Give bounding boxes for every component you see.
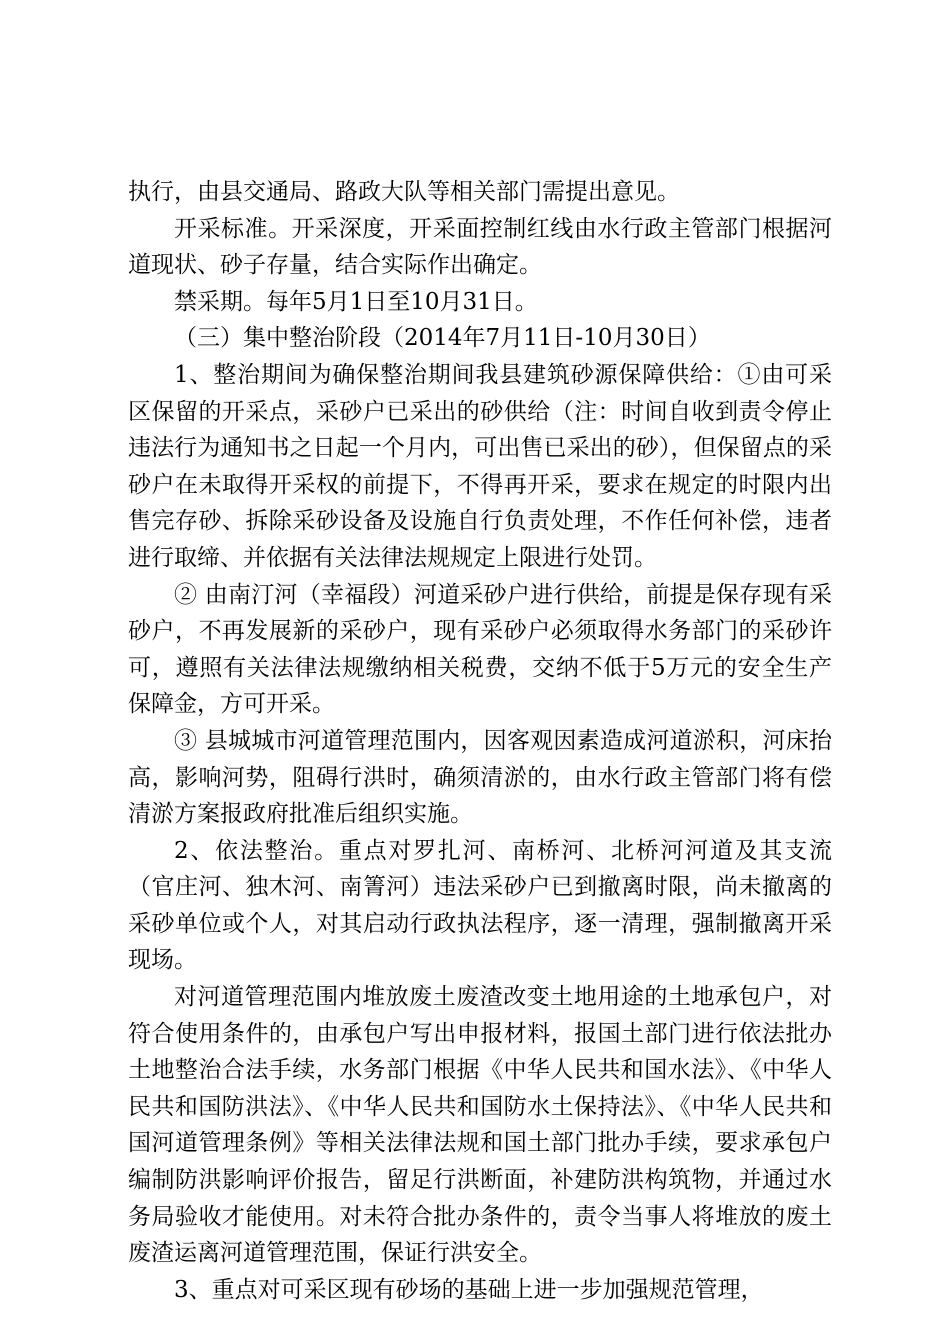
paragraph-item-1-sub-3: ③ 县城城市河道管理范围内，因客观因素造成河道淤积，河床抬高，影响河势，阻碍行洪时，确须清淤的，由水行政主管部门将有偿清淤方案报政府批准后组织实施。	[128, 727, 832, 828]
paragraph-continuation: 执行，由县交通局、路政大队等相关部门需提出意见。	[128, 179, 680, 205]
paragraph-closed-season: 禁采期。每年5月1日至10月31日。	[174, 288, 538, 315]
paragraph-item-3: 3、重点对可采区现有砂场的基础上进一步加强规范管理，	[174, 1276, 764, 1303]
paragraph-land-contract: 对河道管理范围内堆放废土废渣改变土地用途的土地承包户，对符合使用条件的，由承包户写出申报材料，报国土部门进行依法批办土地整治合法手续，水务部门根据《中华人民共和国水法》、《中华人民共和国防洪法》、《中华人民共和国防水土保持法》、《中华人民共和国河道管理条例》等相关法律法规和国土部门批办手续，要求承包户编制防洪影响评价报告，留足行洪断面，补建防洪构筑物，并通过水务局验收才能使用。对未符合批办条件的，责令当事人将堆放的废土废渣运离河道管理范围，保证行洪安全。	[128, 984, 832, 1267]
section-heading-phase-three: （三）集中整治阶段（2014年7月11日-10月30日）	[174, 325, 711, 352]
paragraph-mining-standard: 开采标准。开采深度，开采面控制红线由水行政主管部门根据河道现状、砂子存量，结合实际作出确定。	[128, 215, 832, 279]
paragraph-item-1-sub-2: ② 由南汀河（幸福段）河道采砂户进行供给，前提是保存现有采砂户，不再发展新的采砂户，现有采砂户必须取得水务部门的采砂许可，遵照有关法律法规缴纳相关税费，交纳不低于5万元的安全生产保障金，方可开采。	[128, 581, 832, 718]
document-body	[128, 174, 832, 1308]
paragraph-item-2: 2、依法整治。重点对罗扎河、南桥河、北桥河河道及其支流（官庄河、独木河、南箐河）违法采砂户已到撤离时限，尚未撤离的采砂单位或个人，对其启动行政执法程序，逐一清理，强制撤离开采现场。	[128, 837, 832, 974]
paragraph-item-1: 1、整治期间为确保整治期间我县建筑砂源保障供给：①由可采区保留的开采点，采砂户已采出的砂供给（注：时间自收到责令停止违法行为通知书之日起一个月内，可出售已采出的砂），但保留点的采砂户在未取得开采权的前提下，不得再开采，要求在规定的时限内出售完存砂、拆除采砂设备及设施自行负责处理，不作任何补偿，违者进行取缔、并依据有关法律法规规定上限进行处罚。	[128, 361, 832, 571]
